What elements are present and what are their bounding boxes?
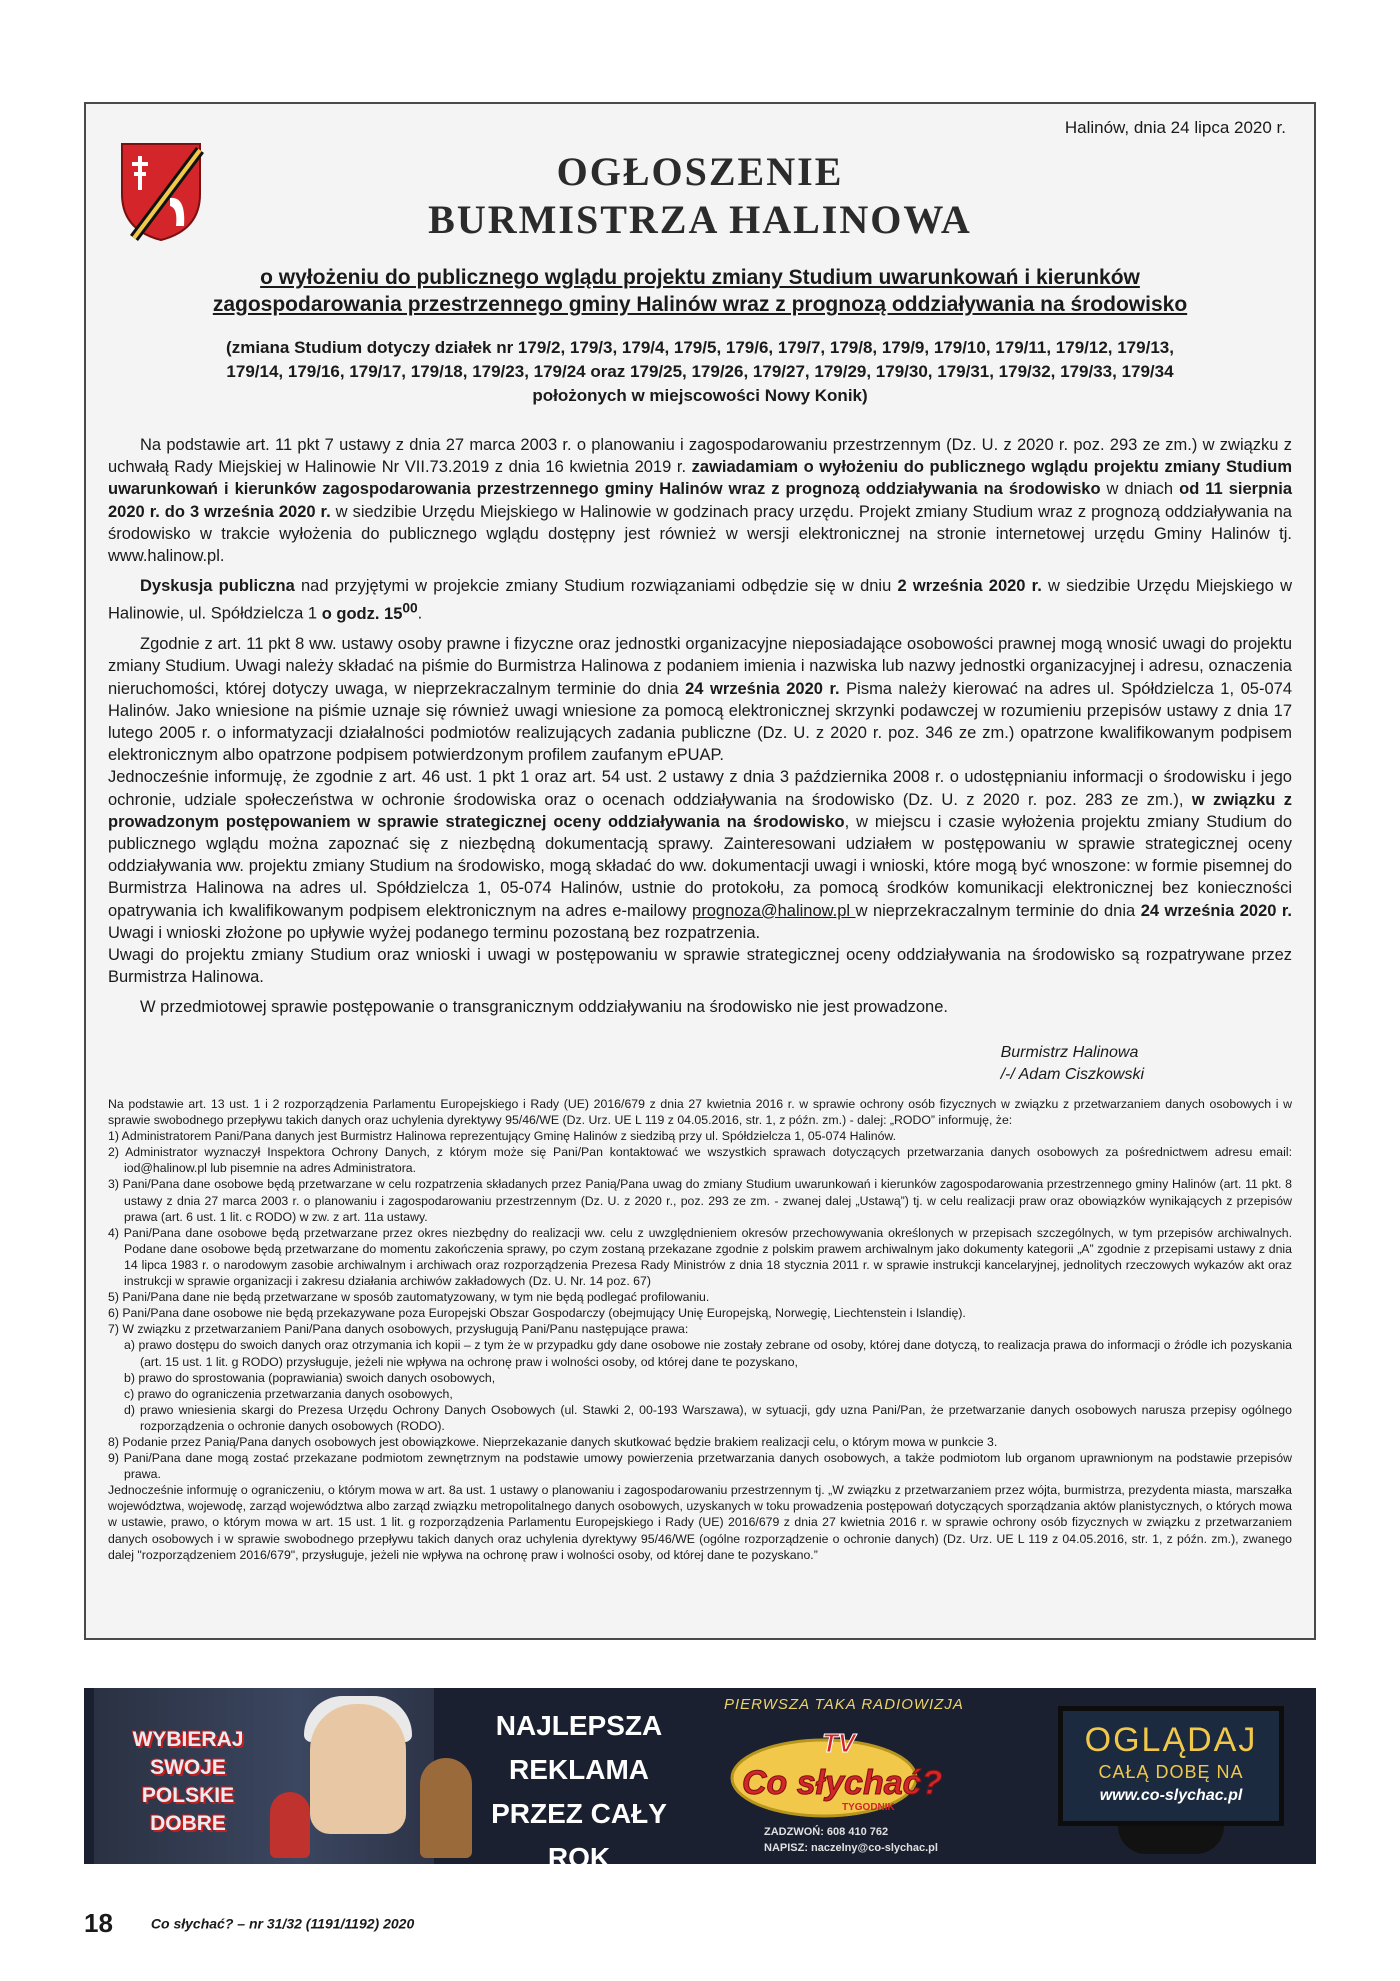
ad-contact [764, 1824, 938, 1856]
rodo-item: 8) Podanie przez Panią/Pana danych osobowych jest obowiązkowe. Nieprzekazanie danych skutkować będzie brakiem realizacji celu, o którym mowa w punkcie 3. [108, 1434, 998, 1449]
rodo-item: 7) W związku z przetwarzaniem Pani/Pana danych osobowych, przysługują Pani/Panu następujące prawa: [108, 1322, 689, 1337]
plots-line2: 179/14, 179/16, 179/17, 179/18, 179/23, 179/24 oraz 179/25, 179/26, 179/27, 179/29, 179/30, 179/31, 179/32, 179/33, 179/34 [226, 362, 1174, 381]
plots-line1: (zmiana Studium dotyczy działek nr 179/2, 179/3, 179/4, 179/5, 179/6, 179/7, 179/8, 179/9, 179/10, 179/11, 179/12, 179/13, [226, 338, 1174, 357]
notice-date: Halinów, dnia 24 lipca 2020 r. [1064, 118, 1286, 137]
notice-title-line2: BURMISTRZA HALINOWA [428, 197, 972, 242]
ad-slogan-line: DOBRE [150, 1812, 226, 1835]
rodo-item: 6) Pani/Pana dane osobowe nie będą przekazywane poza Europejski Obszar Gospodarczy (obejmujący Unię Europejską, Norwegię, Liechtenstein i Islandię). [108, 1306, 966, 1321]
signature [1001, 1042, 1144, 1086]
rodo-item: 2) Administrator wyznaczył Inspektora Ochrony Danych, z którym może się Pani/Pan kontaktować we wszystkich sprawach dotyczących przetwarzania danych osobowych za pośrednictwem adresu email: iod@halinow.pl lub pisemnie na adres Administratora. [108, 1145, 1292, 1176]
rodo-item: 9) Pani/Pana dane mogą zostać przekazane podmiotom zewnętrznym na podstawie umowy powierzenia przetwarzania danych osobowych, a także podmiotom lub organom uprawnionym na podstawie przepisów prawa. [108, 1451, 1292, 1482]
ad-headline-line: >1150 WYDAŃ [483, 1930, 675, 1961]
ad-tv-line2: CAŁĄ DOBĘ NA [1098, 1762, 1244, 1782]
p1-text-2: w dniach [1100, 480, 1180, 499]
paragraph-consideration: Uwagi do projektu zmiany Studium oraz wnioski i uwagi w postępowaniu w sprawie strategicznej oceny oddziaływania na środowisko są rozpatrywane przez Burmistrza Halinowa. [108, 945, 1292, 987]
logo-tv-text: TV [822, 1728, 856, 1758]
logo-main-text: Co słychać? [742, 1764, 943, 1802]
ad-email[interactable]: NAPISZ: naczelny@co-slychac.pl [764, 1842, 938, 1854]
plots-line3: położonych w miejscowości Nowy Konik) [532, 386, 868, 405]
p1-bold: zawiadamiam o wyłożeniu do publicznego wglądu projektu zmiany Studium uwarunkowań i kierunków zagospodarowania przestrzennego gminy Halinów wraz z prognozą oddziaływania na środowisko [108, 458, 1292, 499]
paragraph-comments [108, 633, 1292, 766]
p1-dates: od 11 sierpnia 2020 r. do 3 września 2020 r. [108, 480, 1292, 521]
page-number: 18 [84, 1908, 113, 1938]
p1-text: Na podstawie art. 11 pkt 7 ustawy z dnia 27 marca 2003 r. o planowaniu i zagospodarowaniu przestrzennym (Dz. U. z 2020 r. poz. 293 ze zm.) w związku z uchwałą Rady Miejskiej w Halinowie Nr VII.73.2019 z dnia 16 kwietnia 2019 r. [108, 436, 1292, 477]
p3-text-2: Pisma należy kierować na adres ul. Spółdzielcza 1, 05-074 Halinów. Jako wniesione na piśmie uznaje się również uwagi wniesione za pomocą elektronicznej skrzynki podawczej w rozumieniu przepisów ustawy z dnia 17 lutego 2005 r. o informatyzacji działalności podmiotów realizujących zadania publiczne (Dz. U. z 2020 r. poz. 346 ze zm.) opatrzone kwalifikowanym podpisem elektronicznym albo opatrzone podpisem potwierdzonym profilem zaufanym ePUAP. [108, 679, 1292, 765]
p2-text: nad przyjętymi w projekcie zmiany Studium rozwiązaniami odbędzie się w dniu [294, 577, 898, 596]
ad-photo-doll [270, 1792, 310, 1858]
p3-text: Zgodnie z art. 11 pkt 8 ww. ustawy osoby prawne i fizyczne oraz jednostki organizacyjne nieposiadające osobowości prawnej mogą wnosić uwagi do projektu zmiany Studium. Uwagi należy składać na piśmie do Burmistrza Halinowa z podaniem imienia i nazwiska lub nazwy jednostki organizacyjnej i adresu, oznaczenia nieruchomości, której dotyczy uwaga, w nieprzekraczalnym terminie do dnia [108, 635, 1292, 698]
rodo-subitem: d) prawo wniesienia skargi do Prezesa Urzędu Ochrony Danych Osobowych (ul. Stawki 2, 00-193 Warszawa), w sytuacji, gdy uzna Pani/Pan, że przetwarzanie danych osobowych narusza przepisy ogólnego rozporządzenia o ochronie danych osobowych (RODO). [124, 1402, 1292, 1433]
ad-tv-url[interactable]: www.co-slychac.pl [1099, 1787, 1243, 1804]
ad-slogan [104, 1726, 272, 1838]
paragraph-environment [108, 766, 1292, 944]
ad-photo-statue [420, 1758, 472, 1858]
rodo-clause [108, 1096, 1292, 1563]
notice-title [86, 148, 1314, 244]
paragraph-transboundary: W przedmiotowej sprawie postępowanie o transgranicznym oddziaływaniu na środowisko nie jest prowadzone. [140, 998, 948, 1017]
notice-frame [84, 102, 1316, 1640]
notice-title-line1: OGŁOSZENIE [556, 149, 844, 194]
ad-tv-stand [1118, 1826, 1224, 1854]
co-slychac-logo [724, 1722, 943, 1824]
prognoza-email-link[interactable]: prognoza@halinow.pl [692, 901, 856, 920]
p4-text: Jednocześnie informuję, że zgodnie z art. 46 ust. 1 pkt 1 oraz art. 54 ust. 2 ustawy z dnia 3 października 2008 r. o udostępnianiu informacji o środowisku i jego ochronie, udziale społeczeństwa w ochronie środowiska oraz o ocenach oddziaływania na środowisko (Dz. U. z 2020 r. poz. 283 ze zm.), [108, 768, 1292, 809]
ad-headline [474, 1704, 684, 1968]
ad-headline-line: PRZEZ CAŁY ROK [491, 1798, 667, 1873]
p4-text-4: Uwagi i wnioski złożone po upływie wyżej podanego terminu pozostaną bez rozpatrzenia. [108, 923, 761, 942]
logo-sub-text: TYGODNIK [842, 1802, 895, 1813]
p2-time-minutes: 00 [402, 600, 418, 616]
p2-time [321, 600, 418, 623]
p2-text-2: w siedzibie Urzędu Miejskiego w Halinowie, ul. Spółdzielcza 1 [108, 577, 1292, 623]
paragraph-legal-basis [108, 434, 1292, 567]
rodo-item: 5) Pani/Pana dane nie będą przetwarzane w sposób zautomatyzowany, w tym nie będą podlegać profilowaniu. [108, 1290, 710, 1305]
signature-title: Burmistrz Halinowa [1000, 1044, 1139, 1061]
p3-deadline: 24 września 2020 r. [685, 679, 840, 698]
ad-tv-screen [1058, 1706, 1284, 1826]
ad-photo-man [310, 1704, 406, 1834]
rodo-item: 1) Administratorem Pani/Pana danych jest Burmistrz Halinowa reprezentujący Gminę Halinów z siedzibą przy ul. Spółdzielcza 1, 05-074 Halinów. [108, 1129, 897, 1144]
signature-name: /-/ Adam Ciszkowski [1000, 1066, 1144, 1083]
ad-headline-line: 25 ROK [528, 1886, 630, 1917]
ad-slogan-line: SWOJE [150, 1756, 226, 1779]
paragraph-public-discussion [108, 575, 1292, 625]
rodo-outro: Jednocześnie informuję o ograniczeniu, o którym mowa w art. 8a ust. 1 ustawy o planowaniu i zagospodarowaniu przestrzennym tj. „W związku z przetwarzaniem przez wójta, burmistrza, prezydenta miasta, marszałka województwa, wojewodę, zarząd województwa albo zarząd związku metropolitalnego danych osobowych, uzyskanych w toku prowadzenia postępowań dotyczących sporządzania aktów planistycznych, o których mowa w ustawie, prawo, o którym mowa w art. 15 ust. 1 lit. g rozporządzenia Parlamentu Europejskiego i Rady (UE) 2016/679 z dnia 27 kwietnia 2016 r. w sprawie ochrony osób fizycznych w związku z przetwarzaniem danych osobowych i w sprawie swobodnego przepływu takich danych oraz uchylenia dyrektywy 95/46/WE (ogólne rozporządzenie o ochronie danych) (Dz. Urz. UE L 119 z 04.05.2016, str. 1, z późn. zm.), zwanego dalej "rozporządzeniem 2016/679", przysługuje, jeżeli nie wpływa na ochronę praw i wolności osoby, od której dane te pozyskano.” [108, 1483, 1292, 1562]
rodo-subitem: a) prawo dostępu do swoich danych oraz otrzymania ich kopii – z tym że w przypadku gdy dane osobowe nie zostały zebrane od osoby, której dane dotyczą, to realizacja prawa do informacji o źródle ich pozyskania (art. 15 ust. 1 lit. g RODO) przysługuje, jeżeli nie wpływa na ochronę praw i wolności osoby, od której dane te pozyskano, [124, 1338, 1292, 1369]
rodo-subitem: b) prawo do sprostowania (poprawiania) swoich danych osobowych, [124, 1370, 496, 1385]
rodo-subitem: c) prawo do ograniczenia przetwarzania danych osobowych, [124, 1386, 453, 1401]
rodo-item: 4) Pani/Pana dane osobowe będą przetwarzane przez okres niezbędny do realizacji ww. celu z uwzględnieniem okresów przechowywania określonych w przepisach szczególnych, w tym przepisów archiwalnych. Podane dane osobowe będą przetwarzane do momentu zakończenia sprawy, po czym zostaną przekazane zgodnie z polskim prawem archiwalnym jako dokumenty kategorii „A” zgodnie z przepisami ustawy z dnia 14 lipca 1983 r. o narodowym zasobie archiwalnym i archiwach oraz rozporządzenia Prezesa Rady Ministrów z dnia 18 stycznia 2011 r. w sprawie instrukcji kancelaryjnej, jednolitych rzeczowych wykazów akt oraz instrukcji w sprawie organizacji i zakresu działania archiwów zakładowych (Dz. U. Nr. 14 poz. 67) [108, 1225, 1292, 1289]
p4-bold: w związku z prowadzonym postępowaniem w sprawie strategicznej oceny oddziaływania na środowisko [108, 790, 1292, 831]
rodo-item: 3) Pani/Pana dane osobowe będą przetwarzane w celu rozpatrzenia składanych przez Panią/Pana uwag do zmiany Studium uwarunkowań i kierunków zagospodarowania przestrzennego gminy Halinów (art. 11 pkt. 8 ustawy z dnia 27 marca 2003 r. o planowaniu i zagospodarowaniu przestrzennym (Dz. U. z 2020 r., poz. 293 ze zm. - zwanej dalej „Ustawą”) tj. w celu realizacji praw oraz obowiązków wynikających z przepisów prawa (art. 6 ust. 1 lit. c RODO) w zw. z art. 11a ustawy. [108, 1177, 1292, 1224]
notice-subtitle-line2: zagospodarowania przestrzennego gminy Halinów wraz z prognozą oddziaływania na środowisko [212, 293, 1188, 316]
p4-text-2: , w miejscu i czasie wyłożenia projektu zmiany Studium do publicznego wglądu można zapoznać się z niezbędną dokumentacją sprawy. Zainteresowani udziałem w postępowaniu w sprawie strategicznej oceny oddziaływania ww. projektu zmiany Studium na środowisko, mogą składać do ww. dokumentacji uwagi i wnioski, które mogą być wnoszone: w formie pisemnej do Burmistrza Halinowa na adres ul. Spółdzielcza 1, 05-074 Halinów, ustnie do protokołu, za pomocą środków komunikacji elektronicznej bez konieczności opatrywania ich kwalifikowanym podpisem elektronicznym na adres e-mailowy [108, 812, 1293, 920]
magazine-issue: Co słychać? – nr 31/32 (1191/1192) 2020 [150, 1915, 415, 1932]
ad-slogan-line: POLSKIE [141, 1784, 235, 1807]
notice-body [108, 434, 1292, 1027]
p2-date: 2 września 2020 r. [897, 577, 1042, 596]
plots-list [126, 336, 1274, 408]
p2-time-text: o godz. 15 [321, 604, 403, 623]
ad-tv-line1: OGLĄDAJ [1084, 1721, 1258, 1759]
ad-tv [1048, 1698, 1294, 1860]
notice-subtitle-line1: o wyłożeniu do publicznego wglądu projektu zmiany Studium uwarunkowań i kierunków [260, 266, 1140, 289]
p4-text-3: w nieprzekraczalnym terminie do dnia [855, 901, 1141, 920]
ad-phone: ZADZWOŃ: 608 410 762 [764, 1826, 889, 1838]
notice-subtitle [146, 264, 1254, 318]
ad-slogan-line: WYBIERAJ [132, 1728, 244, 1751]
ad-photo-area [94, 1688, 434, 1864]
ad-headline-line: NAJLEPSZA REKLAMA [495, 1710, 663, 1785]
ad-radio-tagline: PIERWSZA TAKA RADIOWIZJA [724, 1696, 964, 1713]
p1-text-3: w siedzibie Urzędu Miejskiego w Halinowie w godzinach pracy urzędu. Projekt zmiany Studium wraz z prognozą oddziaływania na środowisko w trakcie wyłożenia do publicznego wglądu dostępny jest również w wersji elektronicznej na stronie internetowej urzędu Gminy Halinów tj. www.halinow.pl. [108, 502, 1292, 566]
p2-bold: Dyskusja publiczna [140, 577, 295, 596]
page-footer [84, 1908, 414, 1939]
p4-deadline: 24 września 2020 r. [1140, 901, 1293, 920]
rodo-intro: Na podstawie art. 13 ust. 1 i 2 rozporządzenia Parlamentu Europejskiego i Rady (UE) 2016/679 z dnia 27 kwietnia 2016 r. w sprawie ochrony osób fizycznych w związku z przetwarzaniem danych osobowych i w sprawie swobodnego przepływu takich danych oraz uchylenia dyrektywy 95/46/WE (Dz. Urz. UE L 119 z 04.05.2016, str. 1, z późn. zm.) - dalej: „RODO” informuję, że: [108, 1097, 1292, 1128]
p2-end: . [417, 604, 423, 623]
